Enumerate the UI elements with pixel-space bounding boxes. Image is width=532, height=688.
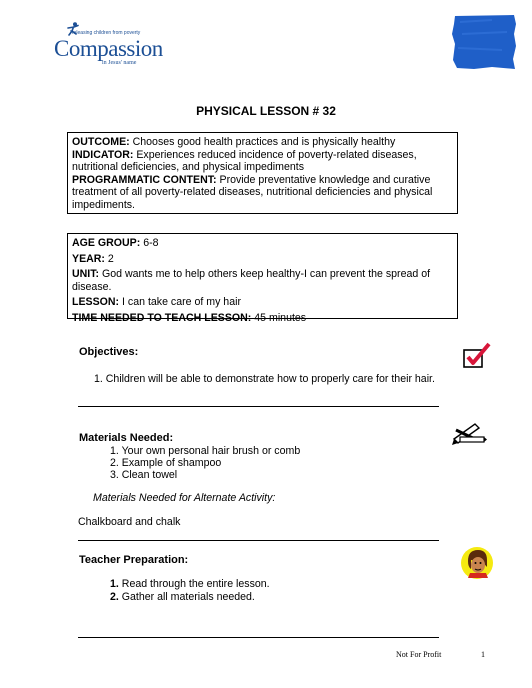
preparation-heading: Teacher Preparation: <box>79 554 189 566</box>
objectives-heading: Objectives: <box>79 346 139 358</box>
divider <box>78 406 439 407</box>
outcome-label: OUTCOME: <box>72 136 130 148</box>
materials-item: 1. Your own personal hair brush or comb <box>110 445 301 457</box>
blue-paint-patch <box>452 14 517 70</box>
preparation-item <box>110 578 270 590</box>
lesson-value: I can take care of my hair <box>119 296 241 308</box>
lesson-info-box <box>67 233 458 324</box>
unit-label: UNIT: <box>72 268 100 280</box>
age-label: AGE GROUP: <box>72 237 141 249</box>
footer-label: Not For Profit <box>396 650 442 659</box>
time-label: TIME NEEDED TO TEACH LESSON: <box>72 311 252 324</box>
preparation-item-number: 1. <box>110 578 119 590</box>
year-value: 2 <box>104 252 114 265</box>
indicator-text: Experiences reduced incidence of poverty-related diseases, nutritional deficiencies, and physical impediments <box>72 148 417 173</box>
page-title: PHYSICAL LESSON # 32 <box>196 104 336 118</box>
outcome-text: Chooses good health practices and is physically healthy <box>129 136 396 148</box>
objective-item: 1. Children will be able to demonstrate how to properly care for their hair. <box>94 373 435 385</box>
year-label: YEAR: <box>72 252 105 265</box>
unit-value: God wants me to help others keep healthy-I can prevent the spread of disease. <box>72 268 431 293</box>
preparation-item-number: 2. <box>110 591 119 603</box>
compassion-logo <box>52 22 164 66</box>
checkbox-check-icon <box>462 342 492 375</box>
age-value: 6-8 <box>140 237 159 249</box>
materials-heading: Materials Needed: <box>79 432 174 444</box>
logo-wordmark: Compassion <box>54 36 163 61</box>
program-label: PROGRAMMATIC CONTENT: <box>72 173 217 186</box>
divider <box>78 637 439 638</box>
preparation-item-text: Read through the entire lesson. <box>118 578 270 590</box>
alt-materials-text: Chalkboard and chalk <box>78 516 181 528</box>
time-value: 45 minutes <box>251 311 307 324</box>
outcome-box <box>67 132 458 214</box>
page-number: 1 <box>481 650 485 659</box>
materials-item: 3. Clean towel <box>110 469 178 481</box>
program-text: Provide preventative knowledge and curative treatment of all poverty-related diseases, nutritional deficiencies and physical impediments. <box>72 173 433 211</box>
indicator-label: INDICATOR: <box>72 148 134 161</box>
logo-tagline: Releasing children from poverty <box>70 30 141 36</box>
teacher-face-icon <box>459 545 495 586</box>
preparation-item-text: Gather all materials needed. <box>118 591 255 603</box>
materials-item: 2. Example of shampoo <box>110 457 222 469</box>
pencil-crayon-icon <box>451 420 487 451</box>
preparation-item <box>110 591 255 603</box>
logo-subline: in Jesus' name <box>102 60 137 66</box>
alt-materials-heading: Materials Needed for Alternate Activity: <box>93 492 276 504</box>
divider <box>78 540 439 541</box>
lesson-label: LESSON: <box>72 296 120 308</box>
